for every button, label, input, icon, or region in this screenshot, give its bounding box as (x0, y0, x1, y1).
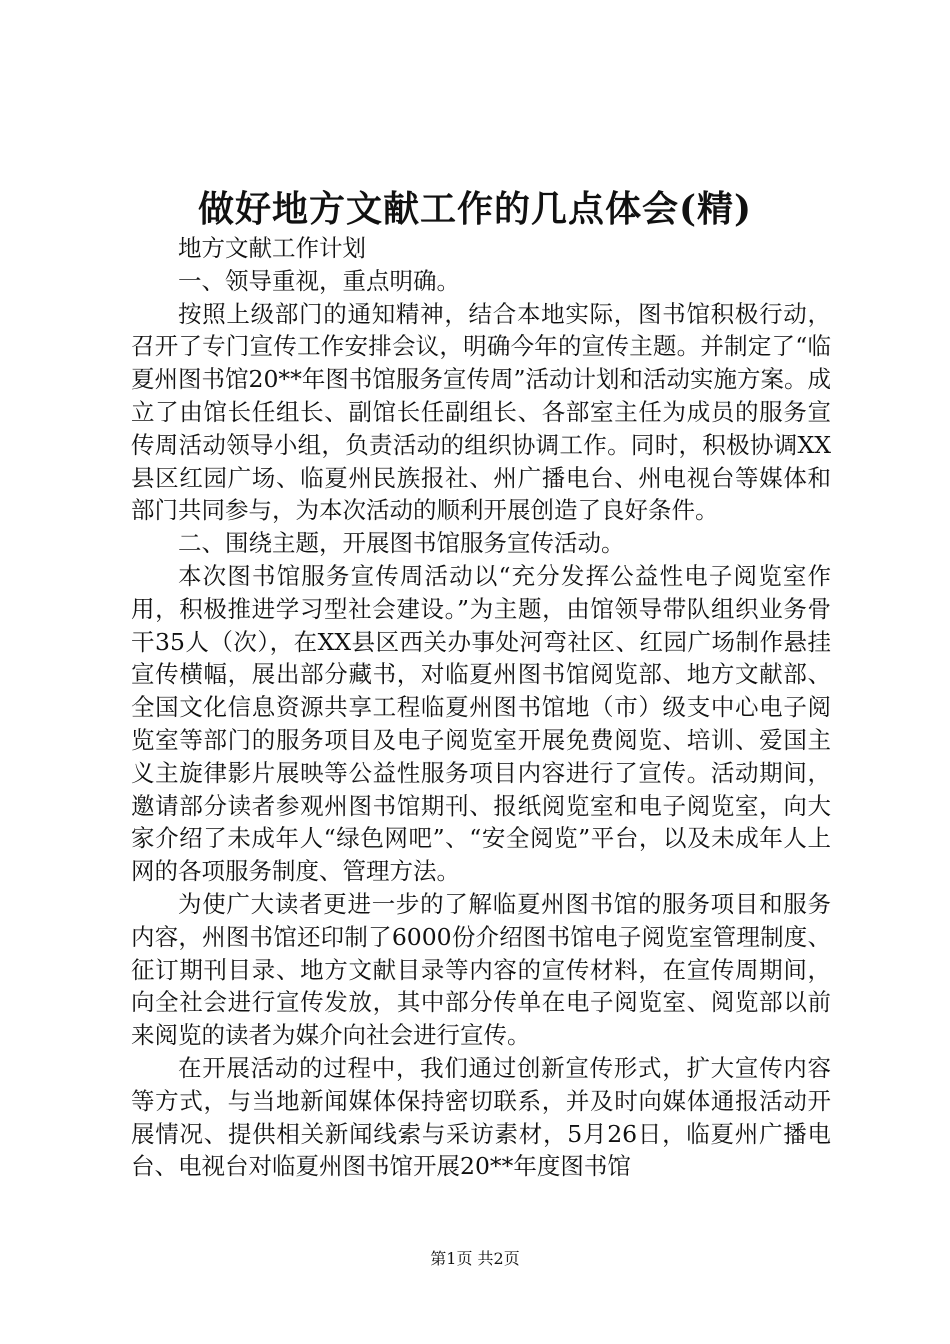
document-body (131, 232, 831, 1183)
paragraph-section-2-body: 本次图书馆服务宣传周活动以“充分发挥公益性电子阅览室作用，积极推进学习型社会建设。”为主题，由馆领导带队组织业务骨干35人（次），在XX县区西关办事处河弯社区、红园广场制作悬挂宣传横幅，展出部分藏书，对临夏州图书馆阅览部、地方文献部、全国文化信息资源共享工程临夏州图书馆地（市）级支中心电子阅览室等部门的服务项目及电子阅览室开展免费阅览、培训、爱国主义主旋律影片展映等公益性服务项目内容进行了宣传。活动期间，邀请部分读者参观州图书馆期刊、报纸阅览室和电子阅览室，向大家介绍了未成年人“绿色网吧”、“安全阅览”平台，以及未成年人上网的各项服务制度、管理方法。 (131, 561, 831, 886)
paragraph-section-1-body: 按照上级部门的通知精神，结合本地实际，图书馆积极行动，召开了专门宣传工作安排会议，明确今年的宣传主题。并制定了“临夏州图书馆20**年图书馆服务宣传周”活动计划和活动实施方案。成立了由馆长任组长、副馆长任副组长、各部室主任为成员的服务宣传周活动领导小组，负责活动的组织协调工作。同时，积极协调XX县区红园广场、临夏州民族报社、州广播电台、州电视台等媒体和部门共同参与，为本次活动的顺利开展创造了良好条件。 (131, 299, 831, 525)
paragraph-media: 在开展活动的过程中，我们通过创新宣传形式，扩大宣传内容等方式，与当地新闻媒体保持密切联系，并及时向媒体通报活动开展情况、提供相关新闻线索与采访素材，5月26日，临夏州广播电台、电视台对临夏州图书馆开展20**年度图书馆 (131, 1053, 831, 1181)
paragraph-section-1-heading: 一、领导重视，重点明确。 (178, 266, 460, 295)
page-footer: 第1页 共2页 (430, 1249, 520, 1268)
paragraph-section-2-heading: 二、围绕主题，开展图书馆服务宣传活动。 (178, 529, 625, 558)
paragraph-materials: 为使广大读者更进一步的了解临夏州图书馆的服务项目和服务内容，州图书馆还印制了6000份介绍图书馆电子阅览室管理制度、征订期刊目录、地方文献目录等内容的宣传材料，在宣传周期间，向全社会进行宣传发放，其中部分传单在电子阅览室、阅览部以前来阅览的读者为媒介向社会进行宣传。 (131, 889, 831, 1050)
document-title: 做好地方文献工作的几点体会(精) (197, 188, 753, 230)
paragraph-plan-heading: 地方文献工作计划 (178, 234, 366, 262)
